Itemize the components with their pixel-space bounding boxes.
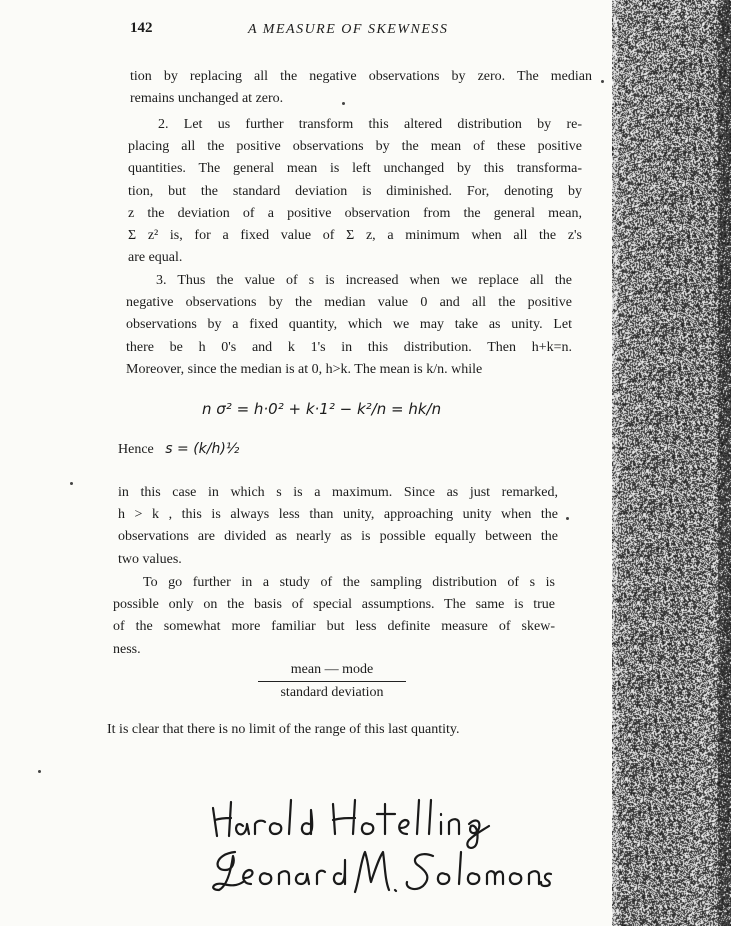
text-line: To go further in a study of the sampling distribution of s is	[143, 575, 555, 590]
handwritten-signatures	[205, 790, 555, 905]
fraction-denominator: standard deviation	[280, 685, 384, 700]
text-line: quantities. The general mean is left unchanged by this transforma-	[128, 161, 582, 177]
text-line: two values.	[118, 551, 182, 567]
skewness-fraction	[258, 662, 406, 701]
text-line: z the deviation of a positive observation from the general mean,	[128, 205, 582, 221]
text-line: in this case in which s is a maximum. Since as just remarked,	[118, 485, 558, 500]
text-line: Σ z² is, for a fixed value of Σ z, a minimum when all the z's	[128, 228, 582, 244]
text-line: 2. Let us further transform this altered distribution by re-	[158, 117, 582, 132]
text-line: tion, but the standard deviation is diminished. For, denoting by	[128, 183, 582, 199]
page-number: 142	[130, 20, 153, 36]
paragraph-1	[130, 66, 592, 110]
scan-speck	[70, 482, 73, 485]
fraction-numerator: mean — mode	[258, 662, 406, 682]
paragraph-4	[118, 482, 558, 571]
running-title: A MEASURE OF SKEWNESS	[248, 22, 449, 37]
text-line: are equal.	[128, 250, 183, 266]
closing-sentence: It is clear that there is no limit of the range of this last quantity.	[107, 722, 460, 737]
text-line: h > k , this is always less than unity, approaching unity when the	[118, 507, 558, 523]
text-line: observations are divided as nearly as is possible equally between the	[118, 529, 558, 545]
scan-speck	[566, 517, 569, 520]
hence-line	[118, 441, 239, 458]
text-line: possible only on the basis of special assumptions. The same is true	[113, 597, 555, 613]
text-line: Moreover, since the median is at 0, h>k. The mean is k/n. while	[126, 361, 483, 377]
text-line: ness.	[113, 641, 141, 657]
scan-speck	[601, 80, 604, 83]
scan-noise-border	[612, 0, 731, 926]
scan-speck	[342, 102, 345, 105]
page-header	[0, 20, 612, 44]
text-line: there be h 0's and k 1's in this distribution. Then h+k=n.	[126, 339, 572, 355]
paragraph-5	[113, 572, 555, 661]
text-line: negative observations by the median value 0 and all the positive	[126, 295, 572, 311]
text-line: placing all the positive observations by the mean of these positive	[128, 139, 582, 155]
text-line: observations by a fixed quantity, which we may take as unity. Let	[126, 317, 572, 333]
paragraph-2	[128, 114, 582, 269]
s-formula: s = (k/h)½	[165, 441, 240, 457]
text-line: remains unchanged at zero.	[130, 91, 284, 107]
hence-label: Hence	[118, 442, 154, 457]
variance-equation: n σ² = h·0² + k·1² − k²/n = hk/n	[202, 400, 442, 418]
paragraph-3	[126, 270, 572, 381]
text-line: tion by replacing all the negative observations by zero. The median	[130, 69, 592, 84]
text-line: 3. Thus the value of s is increased when we replace all the	[156, 273, 572, 288]
scan-speck	[38, 770, 41, 773]
text-line: of the somewhat more familiar but less definite measure of skew-	[113, 619, 555, 635]
